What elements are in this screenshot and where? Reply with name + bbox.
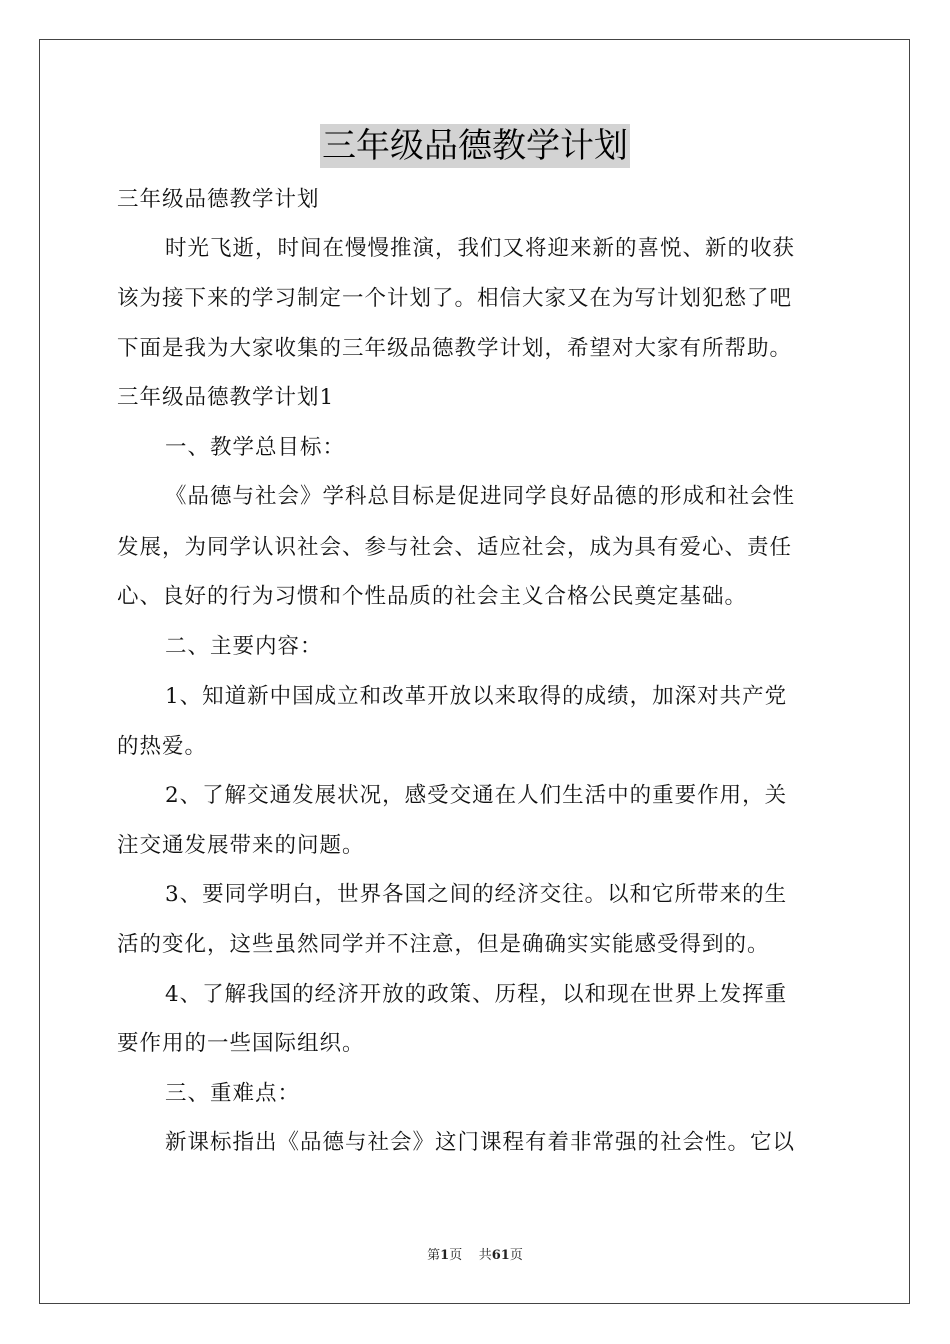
list-item: 4、了解我国的经济开放的政策、历程，以和现在世界上发挥重 (165, 982, 788, 1007)
list-item-continuation: 活的变化，这些虽然同学并不注意，但是确确实实能感受得到的。 (117, 932, 770, 957)
subtitle-line: 三年级品德教学计划 (117, 187, 320, 212)
title-container (0, 124, 950, 168)
list-item-continuation: 注交通发展带来的问题。 (117, 833, 365, 858)
body-line: 心、良好的行为习惯和个性品质的社会主义合格公民奠定基础。 (117, 584, 748, 609)
page-footer (0, 1247, 950, 1265)
page-number: 1 (440, 1248, 450, 1263)
page-border (39, 39, 910, 1304)
list-item: 1、知道新中国成立和改革开放以来取得的成绩，加深对共产党 (165, 684, 788, 709)
list-item-continuation: 要作用的一些国际组织。 (117, 1031, 365, 1056)
page-prefix: 第 (427, 1248, 441, 1263)
list-item-continuation: 的热爱。 (117, 734, 208, 759)
section-heading: 三、重难点： (165, 1081, 301, 1106)
section-heading: 二、主要内容： (165, 634, 323, 659)
body-line: 《品德与社会》学科总目标是促进同学良好品德的形成和社会性 (165, 484, 796, 509)
total-suffix: 页 (509, 1248, 523, 1263)
total-pages: 61 (491, 1248, 510, 1263)
document-title: 三年级品德教学计划 (322, 126, 628, 166)
body-line: 时光飞逝，时间在慢慢推演，我们又将迎来新的喜悦、新的收获 (165, 236, 796, 261)
section-heading: 三年级品德教学计划1 (117, 385, 335, 410)
body-line: 下面是我为大家收集的三年级品德教学计划，希望对大家有所帮助。 (117, 336, 793, 361)
page-suffix: 页 (449, 1248, 463, 1263)
body-line: 发展，为同学认识社会、参与社会、适应社会，成为具有爱心、责任 (117, 535, 793, 560)
body-line: 新课标指出《品德与社会》这门课程有着非常强的社会性。它以 (165, 1130, 796, 1155)
list-item: 3、要同学明白，世界各国之间的经济交往。以和它所带来的生 (165, 882, 788, 907)
total-prefix: 共 (478, 1248, 492, 1263)
list-item: 2、了解交通发展状况，感受交通在人们生活中的重要作用，关 (165, 783, 788, 808)
section-heading: 一、教学总目标： (165, 435, 346, 460)
body-line: 该为接下来的学习制定一个计划了。相信大家又在为写计划犯愁了吧 (117, 286, 793, 311)
